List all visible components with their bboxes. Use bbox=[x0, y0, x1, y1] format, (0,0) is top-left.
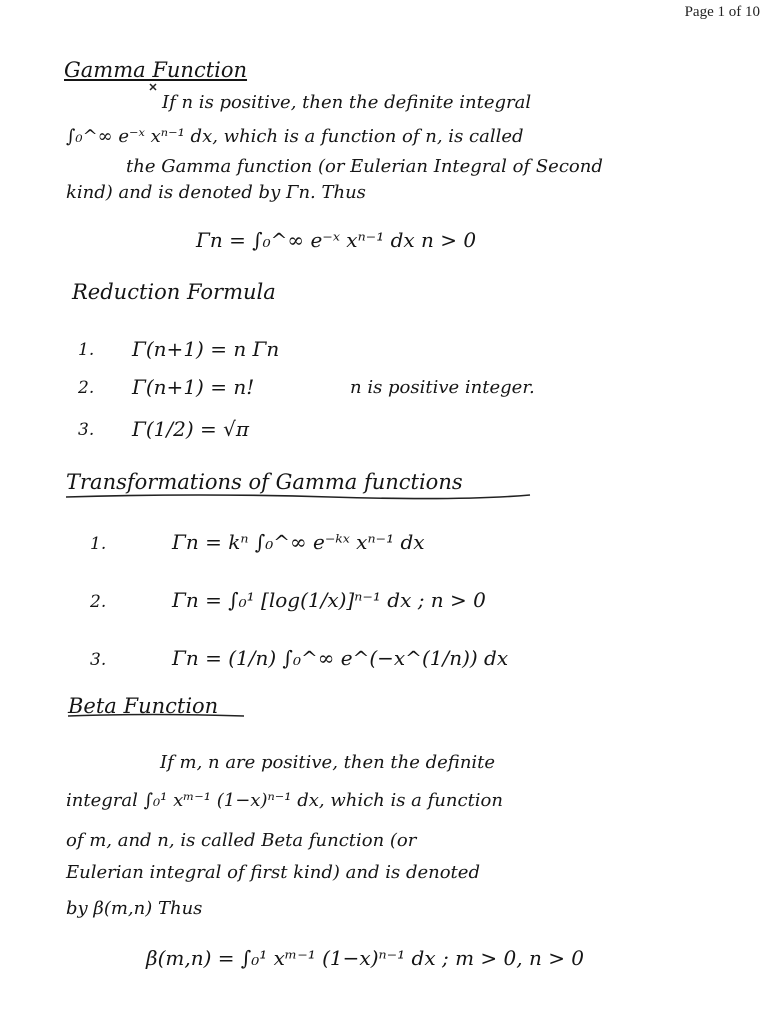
page-indicator: Page 1 of 10 bbox=[684, 4, 760, 20]
reduction-note-2: n is positive integer. bbox=[350, 377, 535, 398]
transformation-formula-2: Γn = ∫₀¹ [log(1/x)]ⁿ⁻¹ dx ; n > 0 bbox=[172, 588, 486, 612]
transformations-heading: Transformations of Gamma functions bbox=[66, 470, 463, 494]
reduction-heading: Reduction Formula bbox=[72, 280, 276, 304]
beta-para-line-1: If m, n are positive, then the definite bbox=[160, 752, 496, 773]
gamma-para-line-3: the Gamma function (or Eulerian Integral of Second bbox=[126, 156, 603, 177]
gamma-definition: Γn = ∫₀^∞ e⁻ˣ xⁿ⁻¹ dx n > 0 bbox=[196, 228, 477, 252]
gamma-para-line-2: ∫₀^∞ e⁻ˣ xⁿ⁻¹ dx, which is a function of n, is called bbox=[66, 126, 524, 147]
beta-definition: β(m,n) = ∫₀¹ xᵐ⁻¹ (1−x)ⁿ⁻¹ dx ; m > 0, n > 0 bbox=[146, 946, 585, 970]
reduction-num-3: 3. bbox=[78, 420, 95, 440]
gamma-heading: Gamma Function bbox=[64, 58, 248, 82]
beta-para-line-3: of m, and n, is called Beta function (or bbox=[66, 830, 417, 851]
transformation-formula-3: Γn = (1/n) ∫₀^∞ e^(−x^(1/n)) dx bbox=[172, 646, 509, 670]
transformation-formula-1: Γn = kⁿ ∫₀^∞ e⁻ᵏˣ xⁿ⁻¹ dx bbox=[172, 530, 425, 554]
gamma-para-line-1: If n is positive, then the definite integral bbox=[162, 92, 532, 113]
gamma-para-line-4: kind) and is denoted by Γn. Thus bbox=[66, 182, 366, 203]
beta-para-line-2: integral ∫₀¹ xᵐ⁻¹ (1−x)ⁿ⁻¹ dx, which is a function bbox=[66, 790, 503, 811]
reduction-num-1: 1. bbox=[78, 340, 95, 360]
transformation-num-2: 2. bbox=[90, 592, 107, 612]
beta-para-line-4: Eulerian integral of first kind) and is denoted bbox=[66, 862, 480, 883]
reduction-formula-1: Γ(n+1) = n Γn bbox=[132, 337, 280, 361]
beta-heading: Beta Function bbox=[68, 694, 219, 718]
transformation-num-3: 3. bbox=[90, 650, 107, 670]
reduction-formula-2: Γ(n+1) = n! bbox=[132, 375, 255, 399]
transformation-num-1: 1. bbox=[90, 534, 107, 554]
reduction-formula-3: Γ(1/2) = √π bbox=[132, 417, 250, 441]
reduction-num-2: 2. bbox=[78, 378, 95, 398]
beta-para-line-5: by β(m,n) Thus bbox=[66, 898, 203, 919]
